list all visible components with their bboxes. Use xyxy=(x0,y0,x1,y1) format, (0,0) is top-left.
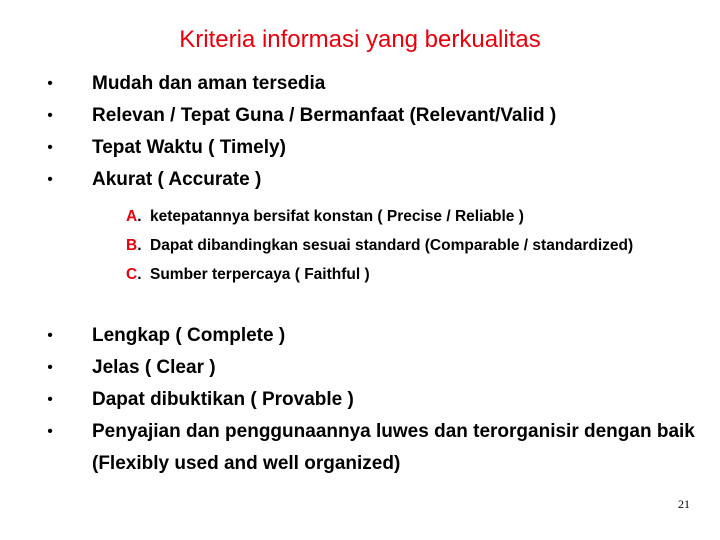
bullet-text: Dapat dibuktikan ( Provable ) xyxy=(92,389,354,410)
bullet-dot-icon: • xyxy=(47,171,53,188)
bullet-item xyxy=(44,68,704,100)
sub-item-marker: C. xyxy=(126,266,142,283)
sub-item xyxy=(126,231,686,260)
sub-item-text: ketepatannya bersifat konstan ( Precise / Reliable ) xyxy=(150,208,524,225)
sub-item xyxy=(126,260,686,289)
sub-item-marker: B. xyxy=(126,237,142,254)
sub-item-marker: A. xyxy=(126,208,142,225)
bullet-item xyxy=(44,320,704,352)
bullet-item xyxy=(44,100,704,132)
slide-title: Kriteria informasi yang berkualitas xyxy=(179,26,541,53)
sub-item-letter: C xyxy=(126,266,138,283)
bullet-item xyxy=(44,164,704,196)
bullet-dot-icon: • xyxy=(47,423,53,440)
bullet-dot-icon: • xyxy=(47,107,53,124)
bullet-item xyxy=(44,384,704,416)
sub-item-letter: A xyxy=(126,208,138,225)
sub-item-text: Sumber terpercaya ( Faithful ) xyxy=(150,266,370,283)
bullet-item xyxy=(44,352,704,384)
bullet-text: Lengkap ( Complete ) xyxy=(92,325,286,346)
bullet-list-bottom xyxy=(44,320,704,480)
sub-item xyxy=(126,202,686,231)
sub-item-letter: B xyxy=(126,237,138,254)
bullet-dot-icon: • xyxy=(47,359,53,376)
page-number: 21 xyxy=(678,497,690,511)
bullet-item xyxy=(44,132,704,164)
bullet-text: Jelas ( Clear ) xyxy=(92,357,216,378)
sub-item-text: Dapat dibandingkan sesuai standard (Comparable / standardized) xyxy=(150,237,634,254)
bullet-list-top xyxy=(44,68,704,196)
bullet-dot-icon: • xyxy=(47,391,53,408)
accuracy-sublist xyxy=(126,202,686,289)
bullet-dot-icon: • xyxy=(47,75,53,92)
bullet-dot-icon: • xyxy=(47,327,53,344)
bullet-text: Penyajian dan penggunaannya luwes dan terorganisir dengan baik (Flexibly used and well organized) xyxy=(92,421,695,474)
bullet-item xyxy=(44,416,704,480)
bullet-text: Relevan / Tepat Guna / Bermanfaat (Relevant/Valid ) xyxy=(92,105,557,126)
bullet-text: Akurat ( Accurate ) xyxy=(92,169,262,190)
bullet-dot-icon: • xyxy=(47,139,53,156)
bullet-text: Tepat Waktu ( Timely) xyxy=(92,137,286,158)
bullet-text: Mudah dan aman tersedia xyxy=(92,73,326,94)
